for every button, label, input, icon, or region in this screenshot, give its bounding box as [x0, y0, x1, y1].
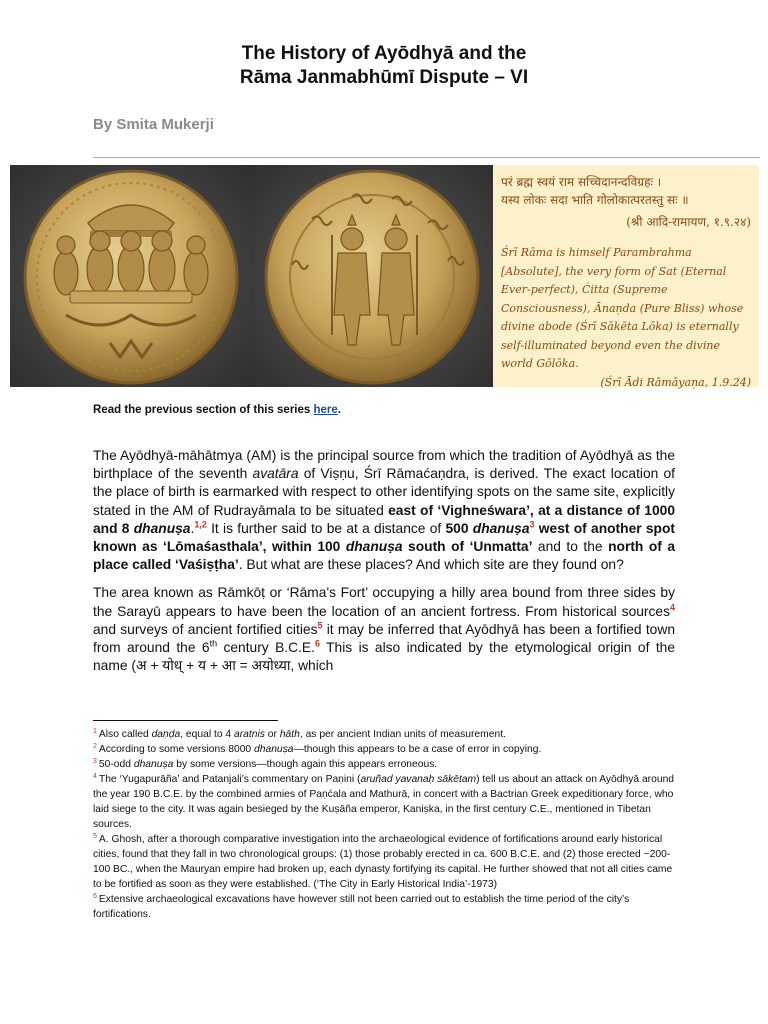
- footnote-ref-4[interactable]: 4: [669, 602, 675, 613]
- footnote-divider: [93, 720, 278, 721]
- footnote-number: 2: [93, 742, 97, 750]
- p2-text-d: century B.C.E.: [217, 640, 315, 656]
- footnotes: [93, 727, 675, 922]
- footnote-italic: hāth: [279, 729, 300, 740]
- footnote-text: A. Ghosh, after a thorough comparative investigation into the archaeological evidence of fortifications around early historical cities, found that they fall in two chronological groups: (1) those probably erected in ca. 600 B.C.E. and (2) those erected ~200-100 BC., when the Mauryan empire had broken up, each dynasty fortifying its capital. He further showed that not all cities came to be fortified as soon as they were established. (‘The City in Early Historical India’-1973): [93, 834, 673, 890]
- page-title: [0, 42, 768, 90]
- p1-dhanusa-3: dhanuṣa: [345, 539, 403, 555]
- p1-bold-500: 500: [445, 520, 473, 536]
- footnote-text: , as per ancient Indian units of measurement.: [299, 729, 506, 740]
- paragraph-1: [93, 447, 675, 574]
- footnote-number: 6: [93, 892, 97, 900]
- coin-image-right: [252, 165, 493, 387]
- footnote-number: 3: [93, 757, 97, 765]
- p2-text-c: it may be inferred that Ayōdhyā has been a fortified town from around the 6: [93, 621, 675, 656]
- quote-box: [493, 165, 759, 387]
- footnote-ref-6[interactable]: 6: [314, 638, 320, 649]
- footnote-number: 1: [93, 727, 97, 735]
- author-byline: By Smita Mukerji: [93, 116, 214, 133]
- previous-section-note: [93, 404, 341, 416]
- footnote-text: , equal to 4: [180, 729, 235, 740]
- previous-section-text: Read the previous section of this series: [93, 404, 314, 416]
- footnote-ref-3[interactable]: 3: [529, 519, 535, 530]
- footnote-4: [93, 772, 675, 832]
- footnote-italic: aruñad yavanaḥ sākētam: [360, 774, 477, 785]
- footnote-italic: aratnis: [234, 729, 265, 740]
- footnote-text: 50-odd: [98, 759, 134, 770]
- p2-text-b: and surveys of ancient fortified cities: [93, 621, 318, 637]
- title-line-1: The History of Ayōdhyā and the: [241, 43, 527, 64]
- translation-reference: (Śrī Ādi Rāmāyaṇa, 1.9.24): [600, 375, 751, 389]
- header-divider: [93, 157, 760, 158]
- footnote-number: 4: [93, 772, 97, 780]
- footnote-ref-1-2[interactable]: 1,2: [194, 519, 207, 530]
- article-body: [93, 447, 675, 685]
- sanskrit-verse-line-2: यस्य लोकः सदा भाति गोलोकात्परतस्तु सः ॥: [501, 193, 689, 207]
- paragraph-2: [93, 584, 675, 675]
- coin-image-left: [10, 165, 252, 387]
- p1-bold-south: south of ‘Unmatta’: [402, 539, 533, 555]
- p1-dhanusa-1: dhanuṣa: [133, 520, 191, 536]
- p1-text-m: and to the: [532, 539, 609, 555]
- p1-text-a: The Ayōdhyā-māhātmya (AM) is the principal source from which the tradition of Ayōdhyā as the birthplace of the seventh: [93, 448, 675, 482]
- sanskrit-verse-line-1: परं ब्रह्म स्वयं राम सच्चिदानन्दविग्रहः ।: [501, 175, 662, 189]
- p1-bold-north: north of a place called ‘Vaśiṣṭha’: [93, 539, 675, 573]
- footnote-1: [93, 727, 675, 742]
- footnote-5: [93, 832, 675, 892]
- footnote-number: 5: [93, 832, 97, 840]
- previous-section-link[interactable]: here: [313, 404, 338, 416]
- footnote-text: Extensive archaeological excavations have however still not been carried out to establish the time period of the city’s fortifications.: [93, 894, 630, 920]
- sanskrit-reference: (श्री आदि-रामायण, १.९.२४): [626, 215, 751, 229]
- p1-text-c: of Viṣṇu, Śrī Rāmaćaṇdra, is derived. The exact location of the place of birth is earmarked with respect to other identifying spots on the same site, explicitly stated in the AM of Rudrayāmala to be situated: [93, 466, 676, 518]
- verse-translation: Śrī Rāma is himself Parambrahma [Absolute], the very form of Sat (Eternal Ever-perfect), Ćitta (Supreme Consciousness), Ānaṇda (Pure Bliss) whose divine abode (Śrī Sākēta Lōka) is eternally self-illuminated beyond even the divine world Gōlōka.: [501, 246, 744, 370]
- footnote-text: ) tell us about an attack on Ayōdhyā around the year 190 B.C.E. by the combined armies of Paṇćala and Mathurā, in concert with a Bactrian Greek expeditionary force, who laid siege to the city. It was again besieged by the Kuṣāña emperor, Kaniṣka, in the first century C.E., mentioned in Tibetan sources.: [93, 774, 675, 830]
- p1-text-o: . But what are these places? And which site are they found on?: [238, 557, 624, 573]
- p1-dhanusa-2: dhanuṣa: [472, 520, 530, 536]
- footnote-text: or: [264, 729, 280, 740]
- title-line-2: Rāma Janmabhūmī Dispute – VI: [239, 67, 529, 88]
- p2-text-a: The area known as Rāmkōṭ or ‘Rāma's Fort’ occupying a hilly area bound from three sides by the Sarayū appears to have been the location of an ancient fortress. From historical sources: [93, 585, 675, 619]
- footnote-3: [93, 757, 675, 772]
- p2-text-e: This is also indicated by the etymological origin of the name (अ + योध् + य + आ = अयोध्या, which: [93, 640, 675, 674]
- previous-section-end: .: [337, 404, 341, 416]
- footnote-text: by some versions—though again this appears erroneous.: [173, 759, 438, 770]
- footnote-italic: daṇḍa: [151, 729, 181, 740]
- p2-ordinal-th: th: [209, 638, 218, 649]
- footnote-6: [93, 892, 675, 922]
- footnote-text: The ‘Yugapurāña’ and Patanjali’s commentary on Paṇini (: [98, 774, 361, 785]
- footnote-ref-5[interactable]: 5: [317, 620, 323, 631]
- p1-italic-avatara: avatāra: [252, 466, 299, 482]
- footnote-2: [93, 742, 675, 757]
- p1-period: .: [190, 520, 195, 536]
- footnote-italic: dhanuṣa: [133, 759, 174, 770]
- footnote-text: Also called: [98, 729, 152, 740]
- p1-bold-east: east of ‘Vighneśwara’, at a distance of 1000 and 8: [93, 502, 675, 536]
- p1-bold-west: west of another spot known as ‘Lōmaśasthala’, within 100: [93, 520, 675, 555]
- footnote-text: —though this appears to be a case of error in copying.: [293, 744, 542, 755]
- footnote-italic: dhanuṣa: [254, 744, 294, 755]
- p1-text-g: It is further said to be at a distance of: [206, 520, 446, 536]
- footnote-text: According to some versions 8000: [98, 744, 255, 755]
